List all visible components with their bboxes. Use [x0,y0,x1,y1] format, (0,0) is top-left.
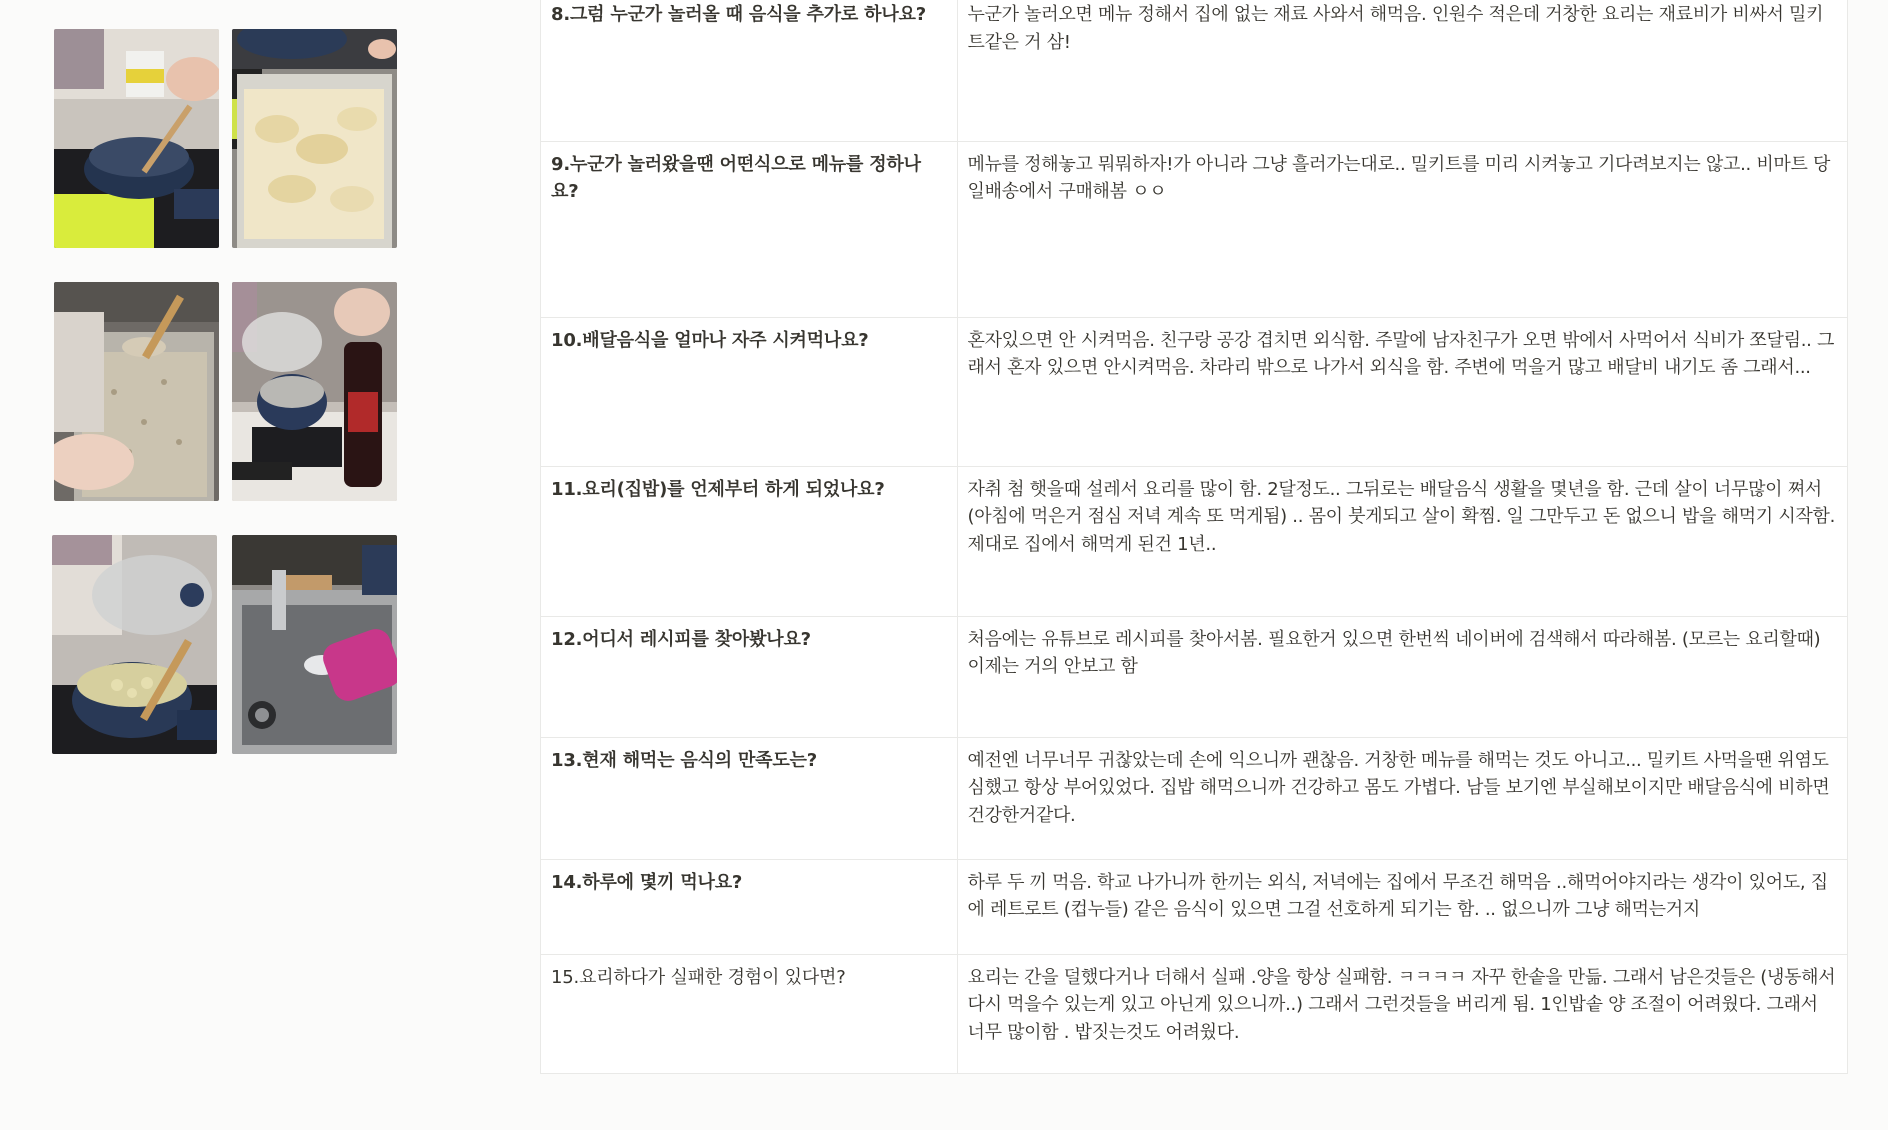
question-text: 8.그럼 누군가 놀러올 때 음식을 추가로 하나요? [551,4,926,25]
table-row [541,737,1847,859]
photo-soy-sauce-pot[interactable] [232,282,397,501]
cooking-photo-icon [232,535,397,754]
answer-text: 요리는 간을 덜했다거나 더해서 실패 .양을 항상 실패함. ㅋㅋㅋㅋ 자꾸 한솥을 만듦. 그래서 남은것들은 (냉동해서 다시 먹을수 있는게 있고 아닌게 있으니까..) 그래서 그런것들을 버리게 됨. 1인밥솥 양 조절이 어려웠다. 그래서 너무 많이함 . 밥짓는것도 어려웠다. [967,966,1836,1043]
answer-text: 하루 두 끼 먹음. 학교 나가니까 한끼는 외식, 저녁에는 집에서 무조건 해먹음 ..해먹어야지라는 생각이 있어도, 집에 레트로트 (컵누들) 같은 음식이 있으면 그걸 선호하게 되기는 함. .. 없으니까 그냥 해먹는거지 [967,871,1828,920]
answer-cell[interactable] [957,466,1847,616]
answer-text: 처음에는 유튜브로 레시피를 찾아서봄. 필요한거 있으면 한번씩 네이버에 검색해서 따라해봄. (모르는 요리할때) 이제는 거의 안보고 함 [967,628,1821,677]
table-row [541,466,1847,616]
photo-oats-jar[interactable] [54,282,219,501]
answer-cell[interactable] [957,0,1847,141]
question-text: 9.누군가 놀러왔을땐 어떤식으로 메뉴를 정하나요? [551,153,921,202]
answer-cell[interactable] [957,141,1847,317]
question-text: 12.어디서 레시피를 찾아봤나요? [551,628,811,650]
answer-text: 누군가 놀러오면 메뉴 정해서 집에 없는 재료 사와서 해먹음. 인원수 적은데 거창한 요리는 재료비가 비싸서 밀키트같은 거 삼! [967,4,1824,53]
photo-boiling-pot[interactable] [52,535,217,754]
answer-text: 메뉴를 정해놓고 뭐뭐하자!가 아니라 그냥 흘러가는대로.. 밀키트를 미리 시켜놓고 기다려보지는 않고.. 비마트 당일배송에서 구매해봄 ㅇㅇ [967,153,1831,202]
question-text: 15.요리하다가 실패한 경험이 있다면? [551,966,846,988]
photo-dumplings-container[interactable] [232,29,397,248]
table-row [541,616,1847,737]
question-text: 11.요리(집밥)를 언제부터 하게 되었나요? [551,478,885,500]
question-text: 13.현재 해먹는 음식의 만족도는? [551,749,817,771]
answer-cell[interactable] [957,317,1847,466]
answer-cell[interactable] [957,954,1847,1074]
photo-milk-pot[interactable] [54,29,219,248]
table-row [541,954,1847,1074]
cooking-photo-icon [54,282,219,501]
answer-text: 예전엔 너무너무 귀찮았는데 손에 익으니까 괜찮음. 거창한 메뉴를 해먹는 것도 아니고... 밀키트 사먹을땐 위염도 심했고 항상 부어있었다. 집밥 해먹으니까 건강하고 몸도 가볍다. 남들 보기엔 부실해보이지만 배달음식에 비하면 건강한거같다. [967,749,1830,826]
question-cell[interactable] [541,0,957,141]
photo-sink-washing[interactable] [232,535,397,754]
interview-table [540,0,1848,1074]
cooking-photo-icon [52,535,217,754]
question-cell[interactable] [541,466,957,616]
answer-cell[interactable] [957,859,1847,954]
table-row [541,859,1847,954]
answer-cell[interactable] [957,737,1847,859]
question-cell[interactable] [541,859,957,954]
answer-text: 자취 첨 햇을때 설레서 요리를 많이 함. 2달정도.. 그뒤로는 배달음식 생활을 몇년을 함. 근데 살이 너무많이 쪄서 (아침에 먹은거 점심 저녁 계속 또 먹게됨) .. 몸이 붓게되고 살이 확찜. 일 그만두고 돈 없으니 밥을 해먹기 시작함. 제대로 집에서 해먹게 된건 1년.. [967,478,1836,555]
question-text: 14.하루에 몇끼 먹나요? [551,871,743,893]
question-cell[interactable] [541,317,957,466]
answer-cell[interactable] [957,616,1847,737]
answer-text: 혼자있으면 안 시켜먹음. 친구랑 공강 겹치면 외식함. 주말에 남자친구가 오면 밖에서 사먹어서 식비가 쪼달림.. 그래서 혼자 있으면 안시켜먹음. 차라리 밖으로 나가서 외식을 함. 주변에 먹을거 많고 배달비 내기도 좀 그래서... [967,329,1835,378]
question-cell[interactable] [541,141,957,317]
question-cell[interactable] [541,737,957,859]
question-cell[interactable] [541,954,957,1074]
table-row [541,141,1847,317]
cooking-photo-icon [232,282,397,501]
table-row [541,317,1847,466]
question-text: 10.배달음식을 얼마나 자주 시켜먹나요? [551,329,869,351]
question-cell[interactable] [541,616,957,737]
cooking-photo-icon [54,29,219,248]
table-row [541,0,1847,141]
cooking-photo-icon [232,29,397,248]
